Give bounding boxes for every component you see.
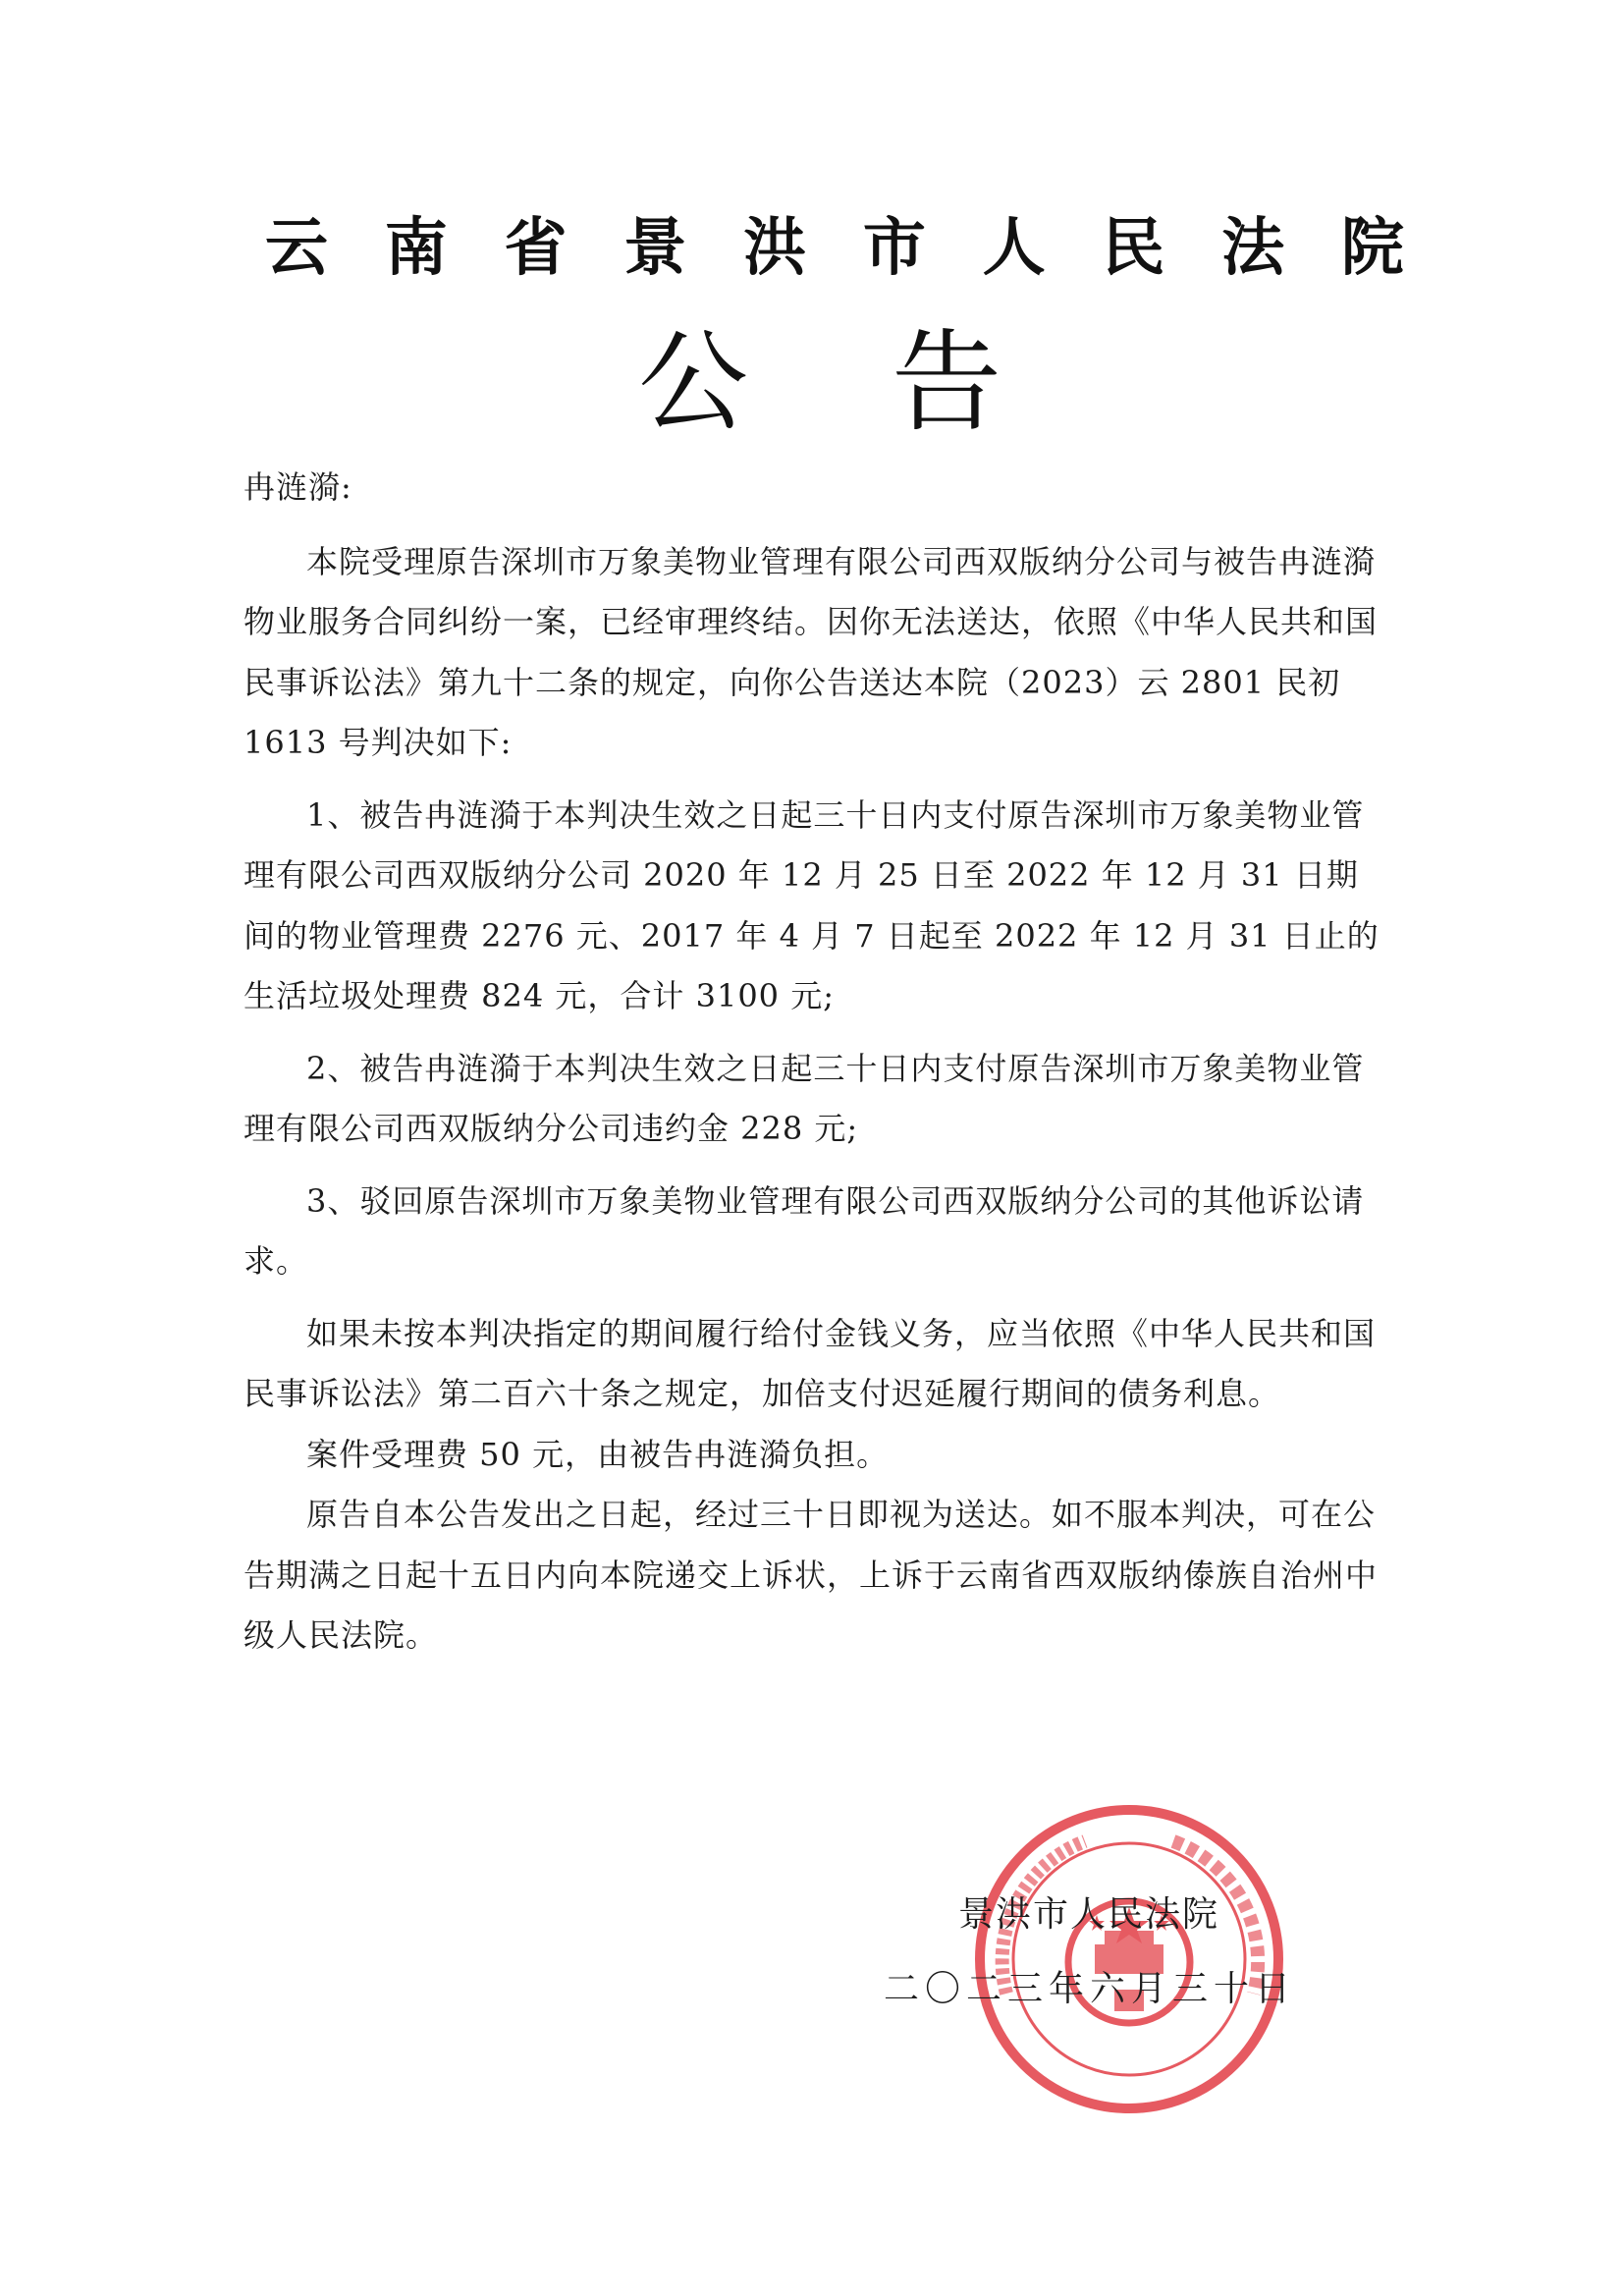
court-title-char: 云 [265, 212, 328, 285]
court-title [265, 204, 1404, 293]
signature-court: 景洪市人民法院 [958, 1894, 1220, 1935]
fee-paragraph: 案件受理费 50 元，由被告冉涟漪负担。 [306, 1435, 890, 1473]
addressee: 冉涟漪: [243, 468, 352, 506]
court-title-char: 院 [1340, 212, 1404, 285]
interest-paragraph: 如果未按本判决指定的期间履行给付金钱义务，应当依照《中华人民共和国民事诉讼法》第二百六十条之规定，加倍支付迟延履行期间的债务利息。 [243, 1314, 1377, 1412]
signature-date: 二〇二三年六月三十日 [884, 1969, 1297, 2009]
court-title-char: 景 [623, 212, 687, 285]
court-title-char: 洪 [743, 212, 807, 285]
signature-block [884, 1878, 1355, 2027]
intro-paragraph: 本院受理原告深圳市万象美物业管理有限公司西双版纳分公司与被告冉涟漪物业服务合同纠纷一案，已经审理终结。因你无法送达，依照《中华人民共和国民事诉讼法》第九十二条的规定，向你公告送达本院（2023）云 2801 民初 1613 号判决如下: [243, 542, 1379, 761]
notice-title-char: 告 [892, 319, 1001, 447]
judgment-item-1: 1、被告冉涟漪于本判决生效之日起三十日内支付原告深圳市万象美物业管理有限公司西双版纳分公司 2020 年 12 月 25 日至 2022 年 12 月 31 日期间的物业管理费 2276 元、2017 年 4 月 7 日起至 2022 年 12 月 31 日止的生活垃圾处理费 824 元，合计 3100 元; [243, 795, 1380, 1014]
notice-title [638, 319, 1001, 447]
notice-body [243, 458, 1382, 1667]
court-title-char: 市 [862, 212, 926, 285]
judgment-item-2: 2、被告冉涟漪于本判决生效之日起三十日内支付原告深圳市万象美物业管理有限公司西双版纳分公司违约金 228 元; [243, 1049, 1365, 1147]
judgment-item-3: 3、驳回原告深圳市万象美物业管理有限公司西双版纳分公司的其他诉讼请求。 [243, 1181, 1365, 1280]
notice-title-char: 公 [638, 319, 748, 447]
court-title-char: 南 [384, 212, 448, 285]
court-title-char: 省 [504, 212, 568, 285]
court-title-char: 法 [1221, 212, 1285, 285]
service-paragraph: 原告自本公告发出之日起，经过三十日即视为送达。如不服本判决，可在公告期满之日起十五日内向本院递交上诉状，上诉于云南省西双版纳傣族自治州中级人民法院。 [243, 1496, 1379, 1654]
court-title-char: 人 [982, 212, 1046, 285]
court-title-char: 民 [1102, 212, 1165, 285]
